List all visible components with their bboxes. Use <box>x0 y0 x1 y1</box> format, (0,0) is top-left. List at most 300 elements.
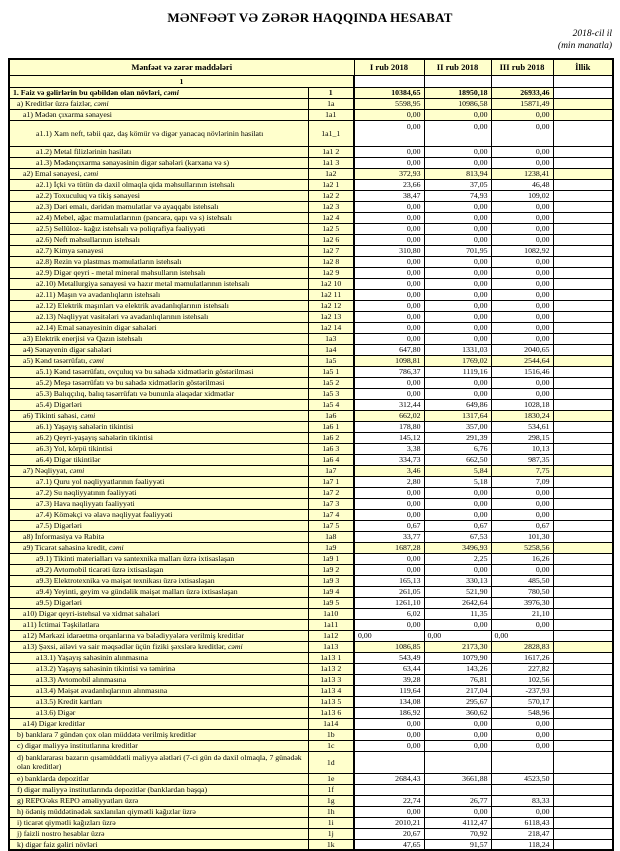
item-label-cell: a2.8) Rezin və plastmas məmulatların istehsalı <box>9 256 308 267</box>
annual-value-cell <box>553 553 613 564</box>
item-label-cell: a13) Şəxsi, ailəvi və sair məqsədlər üçün fiziki şəxslərə kreditlər, cəmi <box>9 641 308 652</box>
item-code-cell: 1a6 2 <box>308 432 354 443</box>
quarter-value-cell: 312,44 <box>354 399 424 410</box>
table-row <box>9 674 613 685</box>
quarter-value-cell: 1516,46 <box>491 366 553 377</box>
item-code-cell: 1a1 3 <box>308 157 354 168</box>
quarter-value-cell: 26933,46 <box>491 87 553 98</box>
table-row <box>9 509 613 520</box>
quarter-value-cell: 0,00 <box>491 487 553 498</box>
quarter-value-cell: 0,00 <box>354 498 424 509</box>
annual-value-cell <box>553 256 613 267</box>
quarter-value-cell: 0,00 <box>491 322 553 333</box>
quarter-value-cell: 3976,30 <box>491 597 553 608</box>
quarter-value-cell: 295,67 <box>424 696 491 707</box>
item-code-cell: 1a6 4 <box>308 454 354 465</box>
item-label-cell: a6.4) Digər tikintilər <box>9 454 308 465</box>
annual-value-cell <box>553 421 613 432</box>
item-label-cell: a14) Digər kreditlər <box>9 718 308 729</box>
table-row <box>9 542 613 553</box>
quarter-value-cell: 1098,81 <box>354 355 424 366</box>
table-row <box>9 608 613 619</box>
quarter-value-cell: 2544,64 <box>491 355 553 366</box>
quarter-value-cell: 0,00 <box>424 509 491 520</box>
table-row <box>9 641 613 652</box>
quarter-value-cell: 186,92 <box>354 707 424 718</box>
quarter-value-cell: 16,26 <box>491 553 553 564</box>
quarter-value-cell: 0,00 <box>491 630 553 641</box>
item-code-cell: 1a2 12 <box>308 300 354 311</box>
table-row <box>9 520 613 531</box>
quarter-value-cell: 0,00 <box>491 256 553 267</box>
table-row <box>9 630 613 641</box>
table-row <box>9 322 613 333</box>
table-row <box>9 87 613 98</box>
quarter-value-cell: 10,13 <box>491 443 553 454</box>
item-label-cell: a2.1) İçki və tütün də daxil olmaqla qida məhsullarının istehsalı <box>9 179 308 190</box>
item-label-cell: a12) Mərkəzi idarəetmə orqanlarına və bələdiyyələrə verilmiş kreditlər <box>9 630 308 641</box>
item-label-cell: a13.2) Yaşayış sahəsinin tikintisi və təmirinə <box>9 663 308 674</box>
quarter-value-cell: 0,00 <box>354 718 424 729</box>
table-row <box>9 729 613 740</box>
item-label-cell: a) Kreditlər üzrə faizlər, cəmi <box>9 98 308 109</box>
quarter-value-cell: 11,35 <box>424 608 491 619</box>
item-label-cell: a5.3) Balıqçılıq, balıq təsərrüfatı və bununla əlaqədar xidmətlər <box>9 388 308 399</box>
quarter-value-cell: 310,80 <box>354 245 424 256</box>
item-label-cell: a10) Digər qeyri-istehsal və xidmət sahələri <box>9 608 308 619</box>
quarter-value-cell: 521,90 <box>424 586 491 597</box>
item-label-cell: a9.4) Yeyinti, geyim və gündəlik məişət malları üzrə ixtisaslaşan <box>9 586 308 597</box>
quarter-value-cell: 662,02 <box>354 410 424 421</box>
annual-value-cell <box>553 245 613 256</box>
item-label-cell: a9.2) Avtomobil ticarəti üzrə ixtisaslaşan <box>9 564 308 575</box>
quarter-value-cell: 47,65 <box>354 839 424 850</box>
quarter-value-cell: 1261,10 <box>354 597 424 608</box>
annual-value-cell <box>553 828 613 839</box>
quarter-value-cell: 0,00 <box>354 322 424 333</box>
items-subheader-cell: 1 <box>9 75 354 87</box>
item-label-cell: a7.4) Köməkçi və əlavə nəqliyyat fəaliyyəti <box>9 509 308 520</box>
quarter-value-cell: 0,67 <box>354 520 424 531</box>
quarter-value-cell: 701,95 <box>424 245 491 256</box>
annual-value-cell <box>553 608 613 619</box>
quarter-value-cell: 0,00 <box>491 146 553 157</box>
quarter-value-cell: 485,50 <box>491 575 553 586</box>
item-label-cell: a6.2) Qeyri-yaşayış sahələrin tikintisi <box>9 432 308 443</box>
item-code-cell: 1a9 3 <box>308 575 354 586</box>
quarter-value-cell: 46,48 <box>491 179 553 190</box>
quarter-value-cell: 649,86 <box>424 399 491 410</box>
item-label-cell: a13.6) Digər <box>9 707 308 718</box>
quarter-value-cell: 0,00 <box>354 146 424 157</box>
quarter-value-cell: 0,00 <box>354 333 424 344</box>
quarter-value-cell: 786,37 <box>354 366 424 377</box>
report-notes <box>0 29 612 53</box>
quarter-value-cell: 33,77 <box>354 531 424 542</box>
quarter-value-cell: 0,00 <box>424 498 491 509</box>
quarter-value-cell: 218,47 <box>491 828 553 839</box>
item-code-cell: 1a13 3 <box>308 674 354 685</box>
table-row <box>9 564 613 575</box>
quarter-value-cell: 38,47 <box>354 190 424 201</box>
item-label-cell: a13.5) Kredit kartları <box>9 696 308 707</box>
quarter-value-cell: 2642,64 <box>424 597 491 608</box>
table-row <box>9 333 613 344</box>
quarter-value-cell: 0,00 <box>491 201 553 212</box>
quarter-value-cell: 1119,16 <box>424 366 491 377</box>
item-code-cell: 1a7 3 <box>308 498 354 509</box>
quarter-value-cell: 5258,56 <box>491 542 553 553</box>
table-row <box>9 234 613 245</box>
quarter-value-cell: 0,00 <box>354 729 424 740</box>
item-code-cell: 1a2 9 <box>308 267 354 278</box>
col-header-q2: II rub 2018 <box>424 59 491 76</box>
quarter-value-cell: 0,00 <box>424 619 491 630</box>
quarter-value-cell: 0,00 <box>424 109 491 120</box>
item-code-cell: 1a13 1 <box>308 652 354 663</box>
item-code-cell: 1a13 2 <box>308 663 354 674</box>
quarter-value-cell: 0,00 <box>491 718 553 729</box>
annual-value-cell <box>553 234 613 245</box>
quarter-value-cell <box>491 751 553 773</box>
table-row <box>9 245 613 256</box>
quarter-value-cell: 83,33 <box>491 795 553 806</box>
item-code-cell: 1a7 5 <box>308 520 354 531</box>
table-row <box>9 443 613 454</box>
quarter-value-cell: 0,00 <box>424 311 491 322</box>
quarter-value-cell: 0,00 <box>491 509 553 520</box>
quarter-value-cell: 2828,83 <box>491 641 553 652</box>
item-code-cell: 1a7 4 <box>308 509 354 520</box>
quarter-value-cell: 0,00 <box>424 718 491 729</box>
quarter-value-cell: 372,93 <box>354 168 424 179</box>
item-label-cell: a9.1) Tikinti materialları və santexnika malları üzrə ixtisaslaşan <box>9 553 308 564</box>
quarter-value-cell: 3,38 <box>354 443 424 454</box>
quarter-value-cell: 217,04 <box>424 685 491 696</box>
item-code-cell: 1d <box>308 751 354 773</box>
quarter-value-cell: 7,09 <box>491 476 553 487</box>
table-row <box>9 388 613 399</box>
quarter-value-cell: 0,00 <box>491 806 553 817</box>
item-code-cell: 1a5 4 <box>308 399 354 410</box>
quarter-value-cell: 0,00 <box>424 377 491 388</box>
quarter-value-cell: 0,00 <box>354 300 424 311</box>
item-code-cell: 1a9 4 <box>308 586 354 597</box>
annual-value-cell <box>553 388 613 399</box>
item-label-cell: a2.3) Dəri emalı, dəridən məmulatlar və ayaqqabı istehsalı <box>9 201 308 212</box>
item-label-cell: b) banklara 7 gündən çox olan müddətə verilmiş kreditlər <box>9 729 308 740</box>
item-label-cell: a2.2) Toxuculuq və tikiş sənayesi <box>9 190 308 201</box>
quarter-value-cell: 0,00 <box>354 564 424 575</box>
quarter-value-cell: 0,00 <box>424 740 491 751</box>
item-label-cell: a7.3) Hava nəqliyyatı fəaliyyəti <box>9 498 308 509</box>
quarter-value-cell: 813,94 <box>424 168 491 179</box>
quarter-value-cell: 0,00 <box>354 223 424 234</box>
annual-value-cell <box>553 498 613 509</box>
table-row <box>9 454 613 465</box>
quarter-value-cell: 227,82 <box>491 663 553 674</box>
item-code-cell: 1a6 1 <box>308 421 354 432</box>
table-row <box>9 355 613 366</box>
quarter-value-cell <box>424 751 491 773</box>
quarter-value-cell: 0,00 <box>424 289 491 300</box>
quarter-value-cell: 3496,93 <box>424 542 491 553</box>
quarter-value-cell <box>491 784 553 795</box>
quarter-value-cell: 0,00 <box>354 311 424 322</box>
quarter-value-cell: 178,80 <box>354 421 424 432</box>
quarter-value-cell: 0,00 <box>424 300 491 311</box>
item-label-cell: a6.1) Yaşayış sahələrin tikintisi <box>9 421 308 432</box>
annual-value-cell <box>553 212 613 223</box>
table-row <box>9 751 613 773</box>
annual-value-cell <box>553 344 613 355</box>
quarter-value-cell: 0,00 <box>491 729 553 740</box>
annual-value-cell <box>553 652 613 663</box>
item-label-cell: a2.14) Emal sənayesinin digər sahələri <box>9 322 308 333</box>
item-label-cell: a1.3) Mədənçıxarma sənayəsinin digər sahələri (karxana və s) <box>9 157 308 168</box>
quarter-value-cell: 0,00 <box>491 388 553 399</box>
quarter-value-cell: 0,00 <box>354 256 424 267</box>
table-row <box>9 828 613 839</box>
table-row <box>9 109 613 120</box>
annual-value-cell <box>553 531 613 542</box>
quarter-value-cell: 2010,21 <box>354 817 424 828</box>
item-code-cell: 1a13 5 <box>308 696 354 707</box>
annual-value-cell <box>553 432 613 443</box>
table-row <box>9 784 613 795</box>
quarter-value-cell: 0,00 <box>354 120 424 146</box>
item-code-cell: 1a2 3 <box>308 201 354 212</box>
quarter-value-cell: 0,00 <box>354 806 424 817</box>
annual-value-cell <box>553 443 613 454</box>
table-row <box>9 256 613 267</box>
quarter-value-cell: 357,00 <box>424 421 491 432</box>
item-label-cell: a3) Elektrik enerjisi və Qazın istehsalı <box>9 333 308 344</box>
item-label-cell: f) digər maliyyə institutlarında depozitlər (banklardan başqa) <box>9 784 308 795</box>
quarter-value-cell: 0,00 <box>491 109 553 120</box>
item-code-cell: 1a2 7 <box>308 245 354 256</box>
table-row <box>9 300 613 311</box>
annual-value-cell <box>553 311 613 322</box>
quarter-value-cell: 0,00 <box>424 630 491 641</box>
annual-value-cell <box>553 784 613 795</box>
table-row <box>9 289 613 300</box>
quarter-value-cell: 102,56 <box>491 674 553 685</box>
annual-value-cell <box>553 718 613 729</box>
quarter-value-cell: 0,00 <box>354 619 424 630</box>
quarter-value-cell: 1769,02 <box>424 355 491 366</box>
item-code-cell: 1a10 <box>308 608 354 619</box>
item-label-cell: a9.3) Elektrotexnika və məişət texnikası üzrə ixtisaslaşan <box>9 575 308 586</box>
quarter-value-cell: 2684,43 <box>354 773 424 784</box>
annual-value-cell <box>553 333 613 344</box>
item-code-cell: 1 <box>308 87 354 98</box>
item-code-cell: 1f <box>308 784 354 795</box>
table-row <box>9 344 613 355</box>
quarter-value-cell: 0,00 <box>491 311 553 322</box>
quarter-value-cell: 2,80 <box>354 476 424 487</box>
table-row <box>9 553 613 564</box>
quarter-value-cell: 1028,18 <box>491 399 553 410</box>
annual-value-cell <box>553 597 613 608</box>
annual-value-cell <box>553 575 613 586</box>
table-row <box>9 212 613 223</box>
quarter-value-cell: 21,10 <box>491 608 553 619</box>
quarter-value-cell: 0,00 <box>424 234 491 245</box>
annual-value-cell <box>553 267 613 278</box>
quarter-value-cell: 0,67 <box>491 520 553 531</box>
annual-value-cell <box>553 168 613 179</box>
col-header-annual: İllik <box>553 59 613 76</box>
annual-value-cell <box>553 630 613 641</box>
item-label-cell: 1. Faiz və gəlirlərin bu qəbildən olan növləri, cəmi <box>9 87 308 98</box>
table-row <box>9 498 613 509</box>
item-code-cell: 1b <box>308 729 354 740</box>
table-row <box>9 157 613 168</box>
item-label-cell: c) digər maliyyə institutlarına kreditlər <box>9 740 308 751</box>
item-code-cell: 1a5 <box>308 355 354 366</box>
quarter-value-cell: 101,30 <box>491 531 553 542</box>
item-code-cell: 1a13 <box>308 641 354 652</box>
col-header-q1: I rub 2018 <box>354 59 424 76</box>
quarter-value-cell: 143,26 <box>424 663 491 674</box>
quarter-value-cell: 5598,95 <box>354 98 424 109</box>
quarter-value-cell: 0,00 <box>491 157 553 168</box>
quarter-value-cell: 2040,65 <box>491 344 553 355</box>
col-header-q3: III rub 2018 <box>491 59 553 76</box>
table-row <box>9 410 613 421</box>
item-code-cell: 1a7 2 <box>308 487 354 498</box>
table-row <box>9 773 613 784</box>
quarter-value-cell: 1082,92 <box>491 245 553 256</box>
quarter-value-cell: 0,00 <box>491 278 553 289</box>
quarter-value-cell: 0,00 <box>354 388 424 399</box>
item-label-cell: h) ödəniş müddətinədək saxlanılan qiymətli kağızlar üzrə <box>9 806 308 817</box>
item-label-cell: a9.5) Digərləri <box>9 597 308 608</box>
item-code-cell: 1a4 <box>308 344 354 355</box>
annual-value-cell <box>553 542 613 553</box>
item-code-cell: 1e <box>308 773 354 784</box>
quarter-value-cell: 0,00 <box>354 289 424 300</box>
quarter-value-cell: 0,00 <box>424 322 491 333</box>
quarter-value-cell: 570,17 <box>491 696 553 707</box>
quarter-value-cell: 0,00 <box>354 630 424 641</box>
annual-value-cell <box>553 179 613 190</box>
quarter-value-cell: 2,25 <box>424 553 491 564</box>
quarter-value-cell: 1086,85 <box>354 641 424 652</box>
item-label-cell: a1.2) Metal filizlərinin hasilatı <box>9 146 308 157</box>
quarter-value-cell: 647,80 <box>354 344 424 355</box>
annual-value-cell <box>553 289 613 300</box>
quarter-value-cell: 1687,28 <box>354 542 424 553</box>
report-table-body <box>9 87 613 850</box>
quarter-value-cell: 0,00 <box>424 729 491 740</box>
quarter-value-cell: 0,00 <box>424 388 491 399</box>
item-code-cell: 1a7 1 <box>308 476 354 487</box>
quarter-value-cell: 0,00 <box>424 278 491 289</box>
table-row <box>9 278 613 289</box>
item-code-cell: 1a2 4 <box>308 212 354 223</box>
quarter-value-cell: 0,00 <box>424 487 491 498</box>
quarter-value-cell: 0,00 <box>424 146 491 157</box>
item-label-cell: a7.2) Su nəqliyyatının fəaliyyəti <box>9 487 308 498</box>
item-code-cell: 1a2 5 <box>308 223 354 234</box>
quarter-value-cell: 534,61 <box>491 421 553 432</box>
subheader-row <box>9 75 613 87</box>
table-row <box>9 267 613 278</box>
quarter-value-cell: 0,00 <box>354 509 424 520</box>
annual-value-cell <box>553 685 613 696</box>
annual-value-cell <box>553 410 613 421</box>
annual-value-cell <box>553 190 613 201</box>
quarter-value-cell: 15871,49 <box>491 98 553 109</box>
table-row <box>9 575 613 586</box>
item-label-cell: a13.3) Avtomobil alınmasına <box>9 674 308 685</box>
quarter-value-cell: 3,46 <box>354 465 424 476</box>
table-row <box>9 311 613 322</box>
quarter-value-cell: 4112,47 <box>424 817 491 828</box>
item-code-cell: 1a5 3 <box>308 388 354 399</box>
item-code-cell: 1a12 <box>308 630 354 641</box>
quarter-value-cell: 0,00 <box>491 619 553 630</box>
quarter-value-cell: 1331,03 <box>424 344 491 355</box>
quarter-value-cell: 118,24 <box>491 839 553 850</box>
item-code-cell: 1a5 1 <box>308 366 354 377</box>
quarter-value-cell: 0,00 <box>354 267 424 278</box>
quarter-value-cell <box>424 784 491 795</box>
table-row <box>9 476 613 487</box>
quarter-value-cell: 543,49 <box>354 652 424 663</box>
item-code-cell: 1a6 3 <box>308 443 354 454</box>
quarter-value-cell: 0,00 <box>424 157 491 168</box>
quarter-value-cell: 3661,88 <box>424 773 491 784</box>
annual-value-cell <box>553 586 613 597</box>
item-label-cell: a5) Kənd təsərrüfatı, cəmi <box>9 355 308 366</box>
year-note: 2018-cil il <box>572 29 612 39</box>
quarter-value-cell: 145,12 <box>354 432 424 443</box>
items-header-cell: Mənfəət və zərər maddələri <box>9 59 354 76</box>
quarter-value-cell: 0,00 <box>354 553 424 564</box>
item-code-cell: 1i <box>308 817 354 828</box>
quarter-value-cell: 22,74 <box>354 795 424 806</box>
annual-value-cell <box>553 707 613 718</box>
quarter-value-cell: -237,93 <box>491 685 553 696</box>
item-label-cell: a5.1) Kənd təsərrüfatı, ovçuluq və bu sahədə xidmətlərin göstərilməsi <box>9 366 308 377</box>
quarter-value-cell: 0,00 <box>491 498 553 509</box>
table-row <box>9 98 613 109</box>
quarter-value-cell: 0,00 <box>424 201 491 212</box>
quarter-value-cell: 39,28 <box>354 674 424 685</box>
quarter-value-cell: 0,00 <box>424 267 491 278</box>
item-label-cell: a7) Nəqliyyat, cəmi <box>9 465 308 476</box>
annual-value-cell <box>553 355 613 366</box>
item-label-cell: a5.4) Digərləri <box>9 399 308 410</box>
item-code-cell: 1a2 11 <box>308 289 354 300</box>
annual-value-cell <box>553 487 613 498</box>
quarter-value-cell: 20,67 <box>354 828 424 839</box>
table-row <box>9 663 613 674</box>
item-label-cell: a2.11) Maşın və avadanlıqların istehsalı <box>9 289 308 300</box>
item-code-cell: 1a13 4 <box>308 685 354 696</box>
annual-value-cell <box>553 795 613 806</box>
item-code-cell: 1a2 1 <box>308 179 354 190</box>
quarter-value-cell: 0,00 <box>354 278 424 289</box>
annual-value-cell <box>553 509 613 520</box>
item-code-cell: 1a9 1 <box>308 553 354 564</box>
quarter-value-cell: 5,84 <box>424 465 491 476</box>
annual-value-cell <box>553 201 613 212</box>
table-row <box>9 817 613 828</box>
